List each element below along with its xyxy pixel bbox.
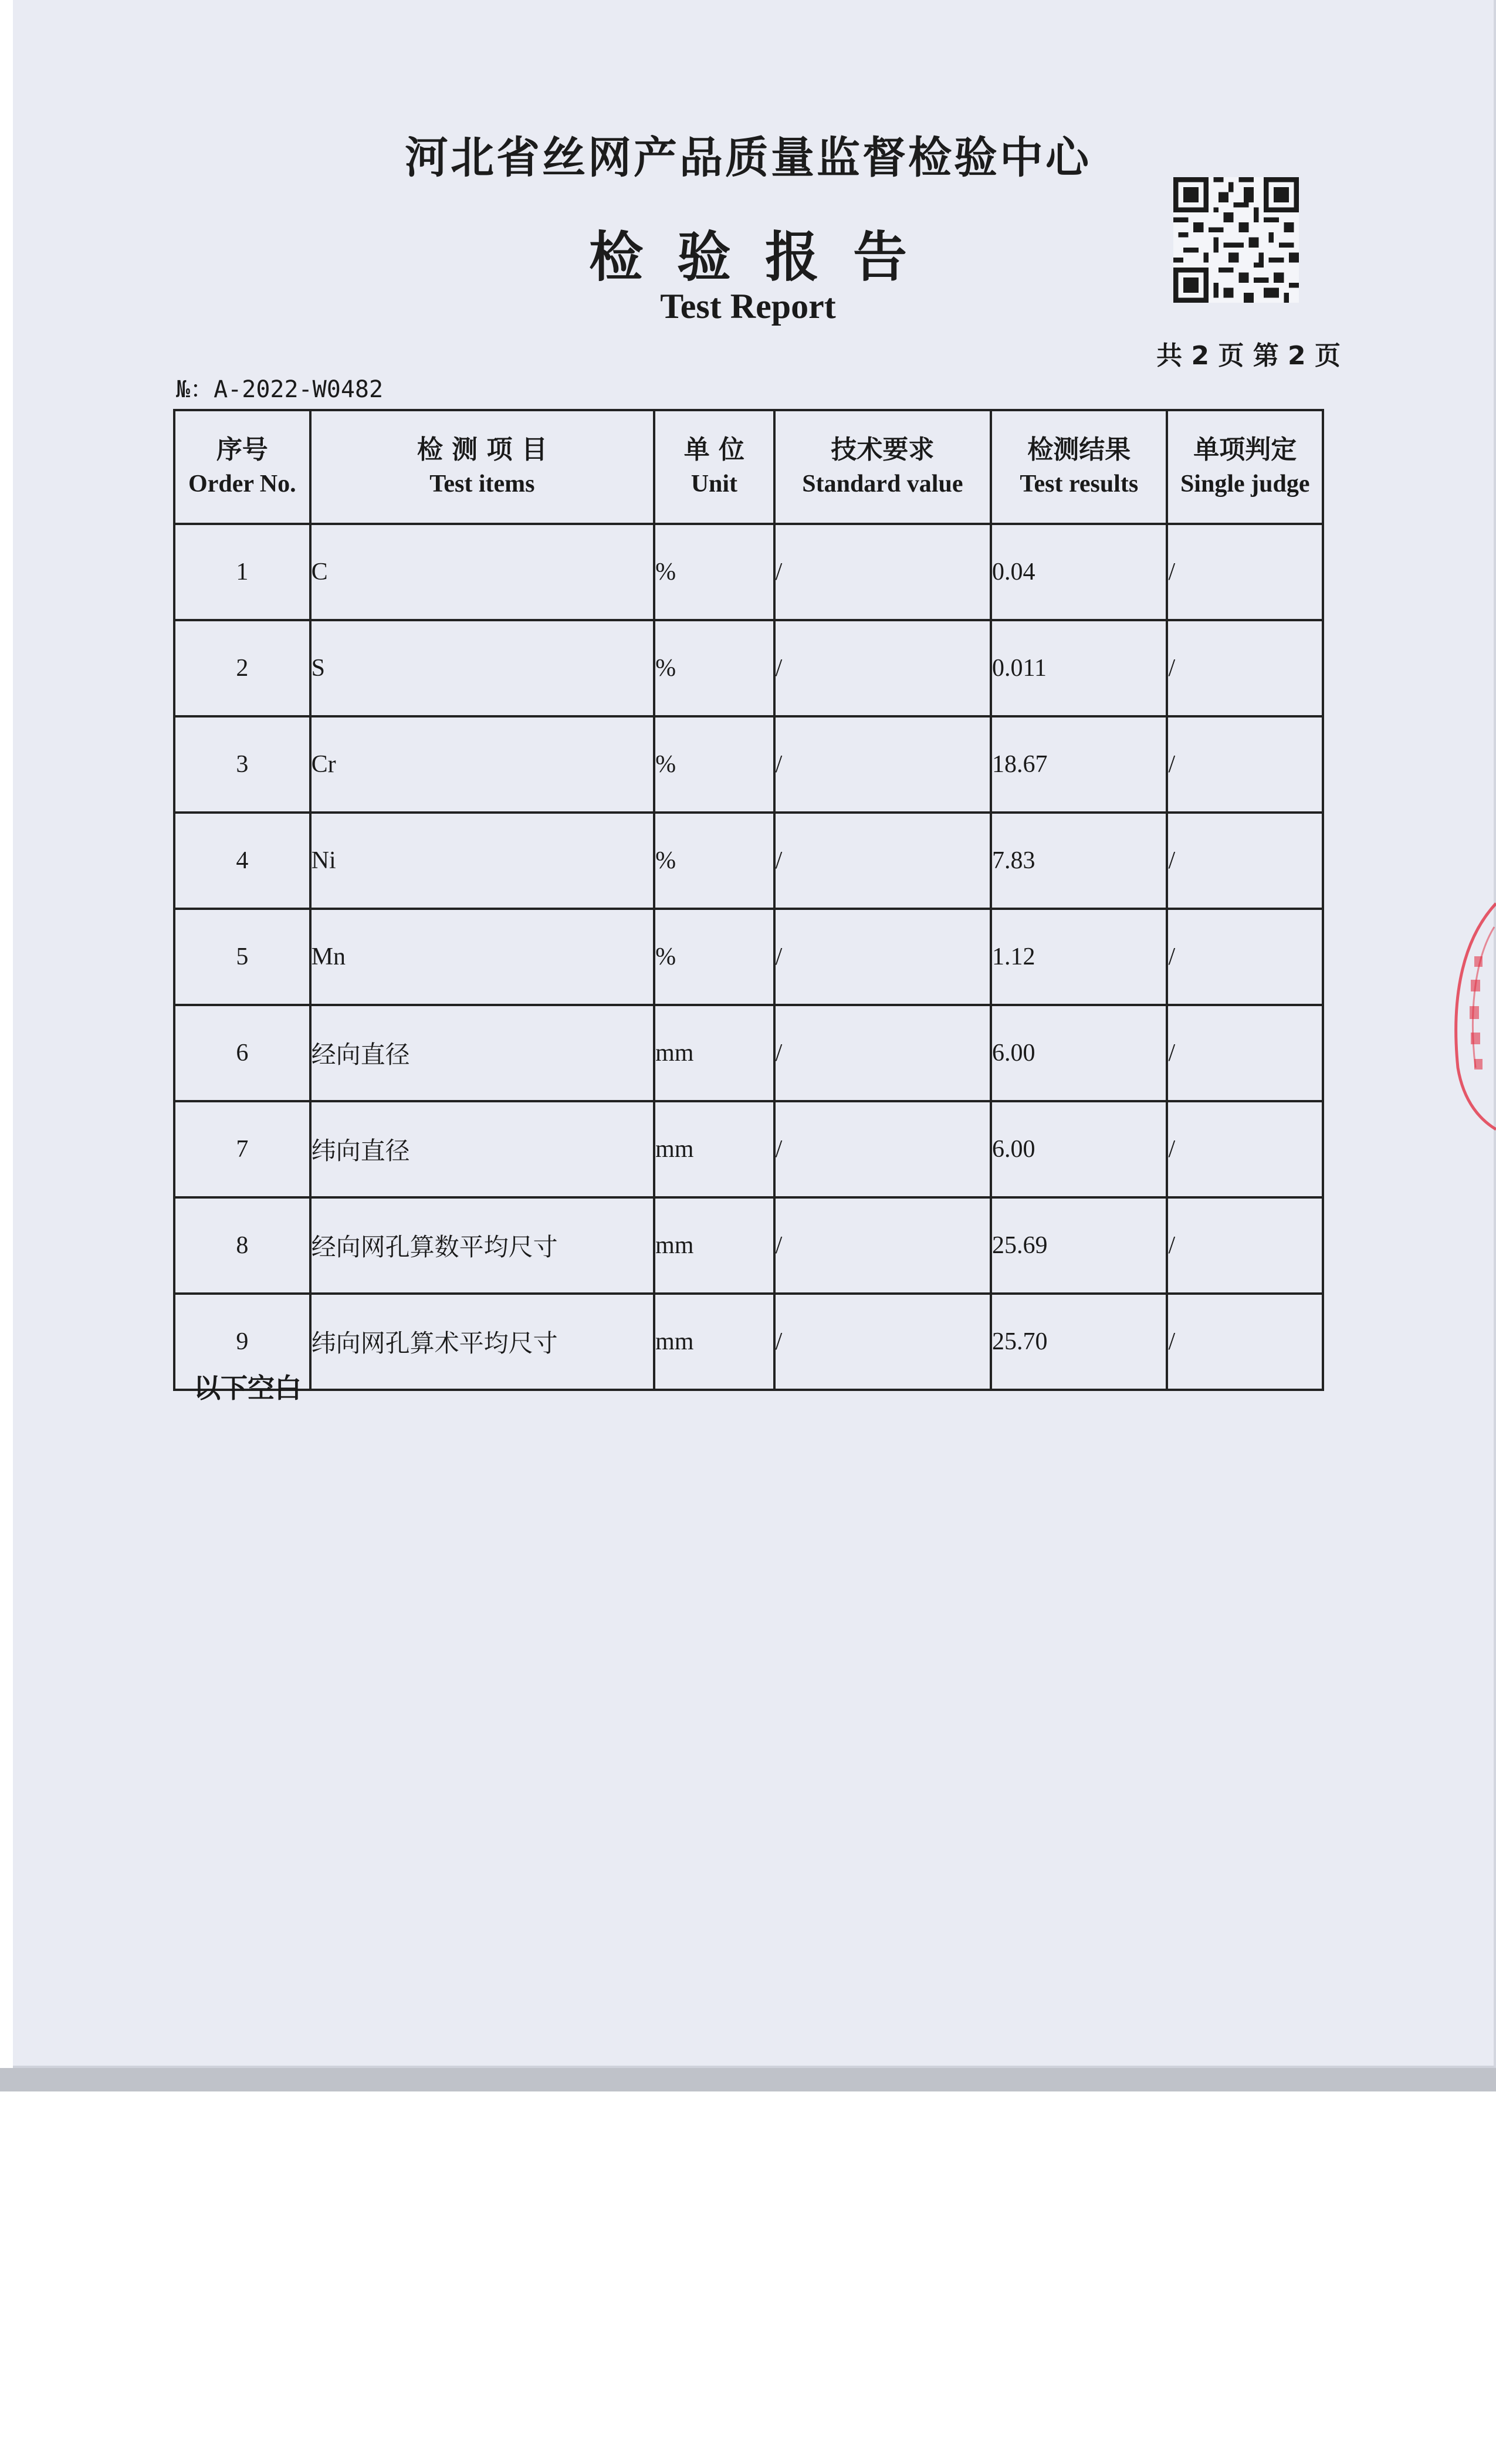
- cell-order-no: 8: [174, 1197, 310, 1294]
- cell-unit: %: [654, 524, 774, 620]
- column-header-judge: 单项判定 Single judge: [1167, 410, 1323, 524]
- cell-test-item: Ni: [310, 813, 654, 909]
- cell-test-item: 纬向网孔算术平均尺寸: [310, 1294, 654, 1390]
- organization-name: 河北省丝网产品质量监督检验中心: [405, 133, 1091, 183]
- table-row: [174, 1005, 1323, 1101]
- cell-judge: /: [1167, 909, 1323, 1005]
- test-results-table: [173, 409, 1324, 1391]
- cell-judge: /: [1167, 1197, 1323, 1294]
- column-header-standard: 技术要求 Standard value: [774, 410, 991, 524]
- table-row: [174, 1197, 1323, 1294]
- table-row: [174, 813, 1323, 909]
- cell-order-no: 5: [174, 909, 310, 1005]
- cell-order-no: 9: [174, 1294, 310, 1390]
- page-count: 共 2 页 第 2 页: [1156, 341, 1341, 371]
- cell-order-no: 7: [174, 1101, 310, 1197]
- column-header-order: 序号 Order No.: [174, 410, 310, 524]
- column-header-unit: 单 位 Unit: [654, 410, 774, 524]
- cell-result: 1.12: [991, 909, 1167, 1005]
- cell-test-item: S: [310, 620, 654, 716]
- table-row: [174, 716, 1323, 813]
- report-title-en: Test Report: [660, 287, 836, 326]
- cell-test-item: C: [310, 524, 654, 620]
- scan-edge: [0, 2068, 1496, 2091]
- cell-unit: %: [654, 716, 774, 813]
- cell-result: 18.67: [991, 716, 1167, 813]
- cell-order-no: 1: [174, 524, 310, 620]
- cell-result: 6.00: [991, 1005, 1167, 1101]
- cell-standard: /: [774, 909, 991, 1005]
- blank-below-note: 以下空白: [194, 1372, 302, 1404]
- cell-judge: /: [1167, 1005, 1323, 1101]
- cell-test-item: 经向网孔算数平均尺寸: [310, 1197, 654, 1294]
- cell-order-no: 3: [174, 716, 310, 813]
- cell-test-item: 纬向直径: [310, 1101, 654, 1197]
- cell-unit: mm: [654, 1197, 774, 1294]
- cell-judge: /: [1167, 1294, 1323, 1390]
- cell-order-no: 2: [174, 620, 310, 716]
- cell-standard: /: [774, 813, 991, 909]
- cell-result: 25.69: [991, 1197, 1167, 1294]
- cell-unit: mm: [654, 1294, 774, 1390]
- cell-judge: /: [1167, 620, 1323, 716]
- cell-unit: mm: [654, 1005, 774, 1101]
- cell-standard: /: [774, 620, 991, 716]
- cell-standard: /: [774, 1197, 991, 1294]
- report-title-cn: 检验报告: [588, 226, 941, 289]
- cell-order-no: 6: [174, 1005, 310, 1101]
- cell-unit: %: [654, 909, 774, 1005]
- cell-unit: mm: [654, 1101, 774, 1197]
- cell-judge: /: [1167, 524, 1323, 620]
- cell-result: 0.011: [991, 620, 1167, 716]
- column-header-items: 检 测 项 目 Test items: [310, 410, 654, 524]
- cell-result: 25.70: [991, 1294, 1167, 1390]
- report-number: №：A-2022-W0482: [176, 376, 384, 403]
- cell-order-no: 4: [174, 813, 310, 909]
- cell-result: 7.83: [991, 813, 1167, 909]
- table-row: [174, 909, 1323, 1005]
- qr-code-icon: [1173, 177, 1299, 303]
- cell-unit: %: [654, 813, 774, 909]
- cell-test-item: Cr: [310, 716, 654, 813]
- red-seal-stamp: [1440, 892, 1496, 1138]
- table-row: [174, 1101, 1323, 1197]
- cell-test-item: 经向直径: [310, 1005, 654, 1101]
- table-header-row: [174, 410, 1323, 524]
- cell-judge: /: [1167, 716, 1323, 813]
- cell-unit: %: [654, 620, 774, 716]
- table-row: [174, 620, 1323, 716]
- cell-standard: /: [774, 1101, 991, 1197]
- column-header-results: 检测结果 Test results: [991, 410, 1167, 524]
- cell-result: 6.00: [991, 1101, 1167, 1197]
- cell-result: 0.04: [991, 524, 1167, 620]
- cell-judge: /: [1167, 813, 1323, 909]
- cell-standard: /: [774, 1005, 991, 1101]
- cell-standard: /: [774, 1294, 991, 1390]
- table-row: [174, 524, 1323, 620]
- cell-standard: /: [774, 716, 991, 813]
- cell-standard: /: [774, 524, 991, 620]
- table-row: [174, 1294, 1323, 1390]
- cell-test-item: Mn: [310, 909, 654, 1005]
- cell-judge: /: [1167, 1101, 1323, 1197]
